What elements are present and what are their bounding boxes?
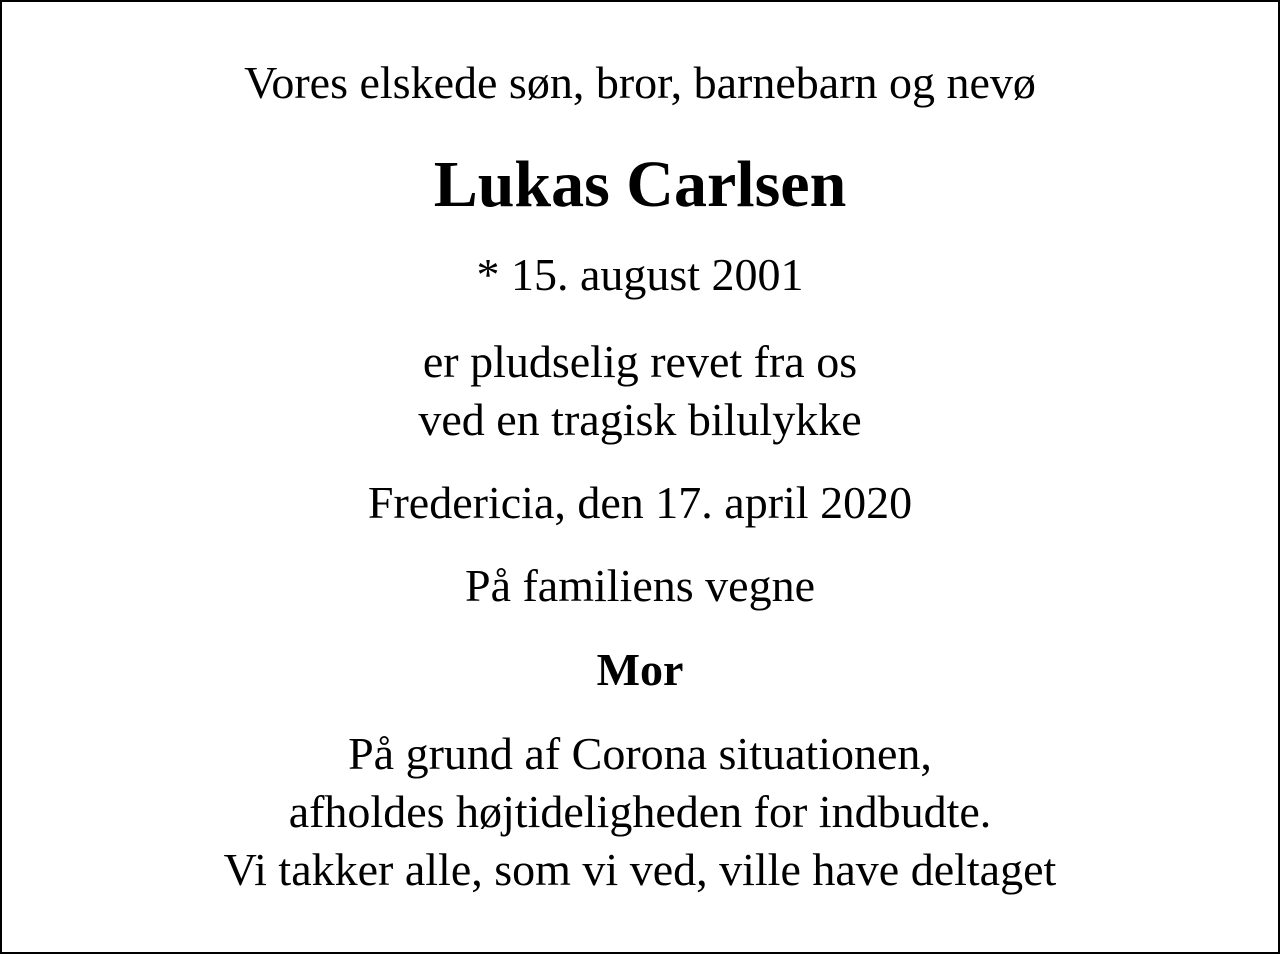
birth-date: * 15. august 2001 <box>476 249 804 300</box>
family-line: På familiens vegne <box>464 560 815 611</box>
deceased-name: Lukas Carlsen <box>433 148 847 221</box>
note-line-3: Vi takker alle, som vi ved, ville have deltaget <box>223 844 1057 895</box>
place-and-date: Fredericia, den 17. april 2020 <box>367 477 913 528</box>
signer-name: Mor <box>596 644 684 695</box>
intro-text: Vores elskede søn, bror, barnebarn og nevø <box>244 57 1036 108</box>
note-line-1: På grund af Corona situationen, <box>348 728 932 779</box>
passing-line-1: er pludselig revet fra os <box>422 336 858 387</box>
passing-line-2: ved en tragisk bilulykke <box>418 394 862 445</box>
note-line-2: afholdes højtideligheden for indbudte. <box>288 786 992 837</box>
